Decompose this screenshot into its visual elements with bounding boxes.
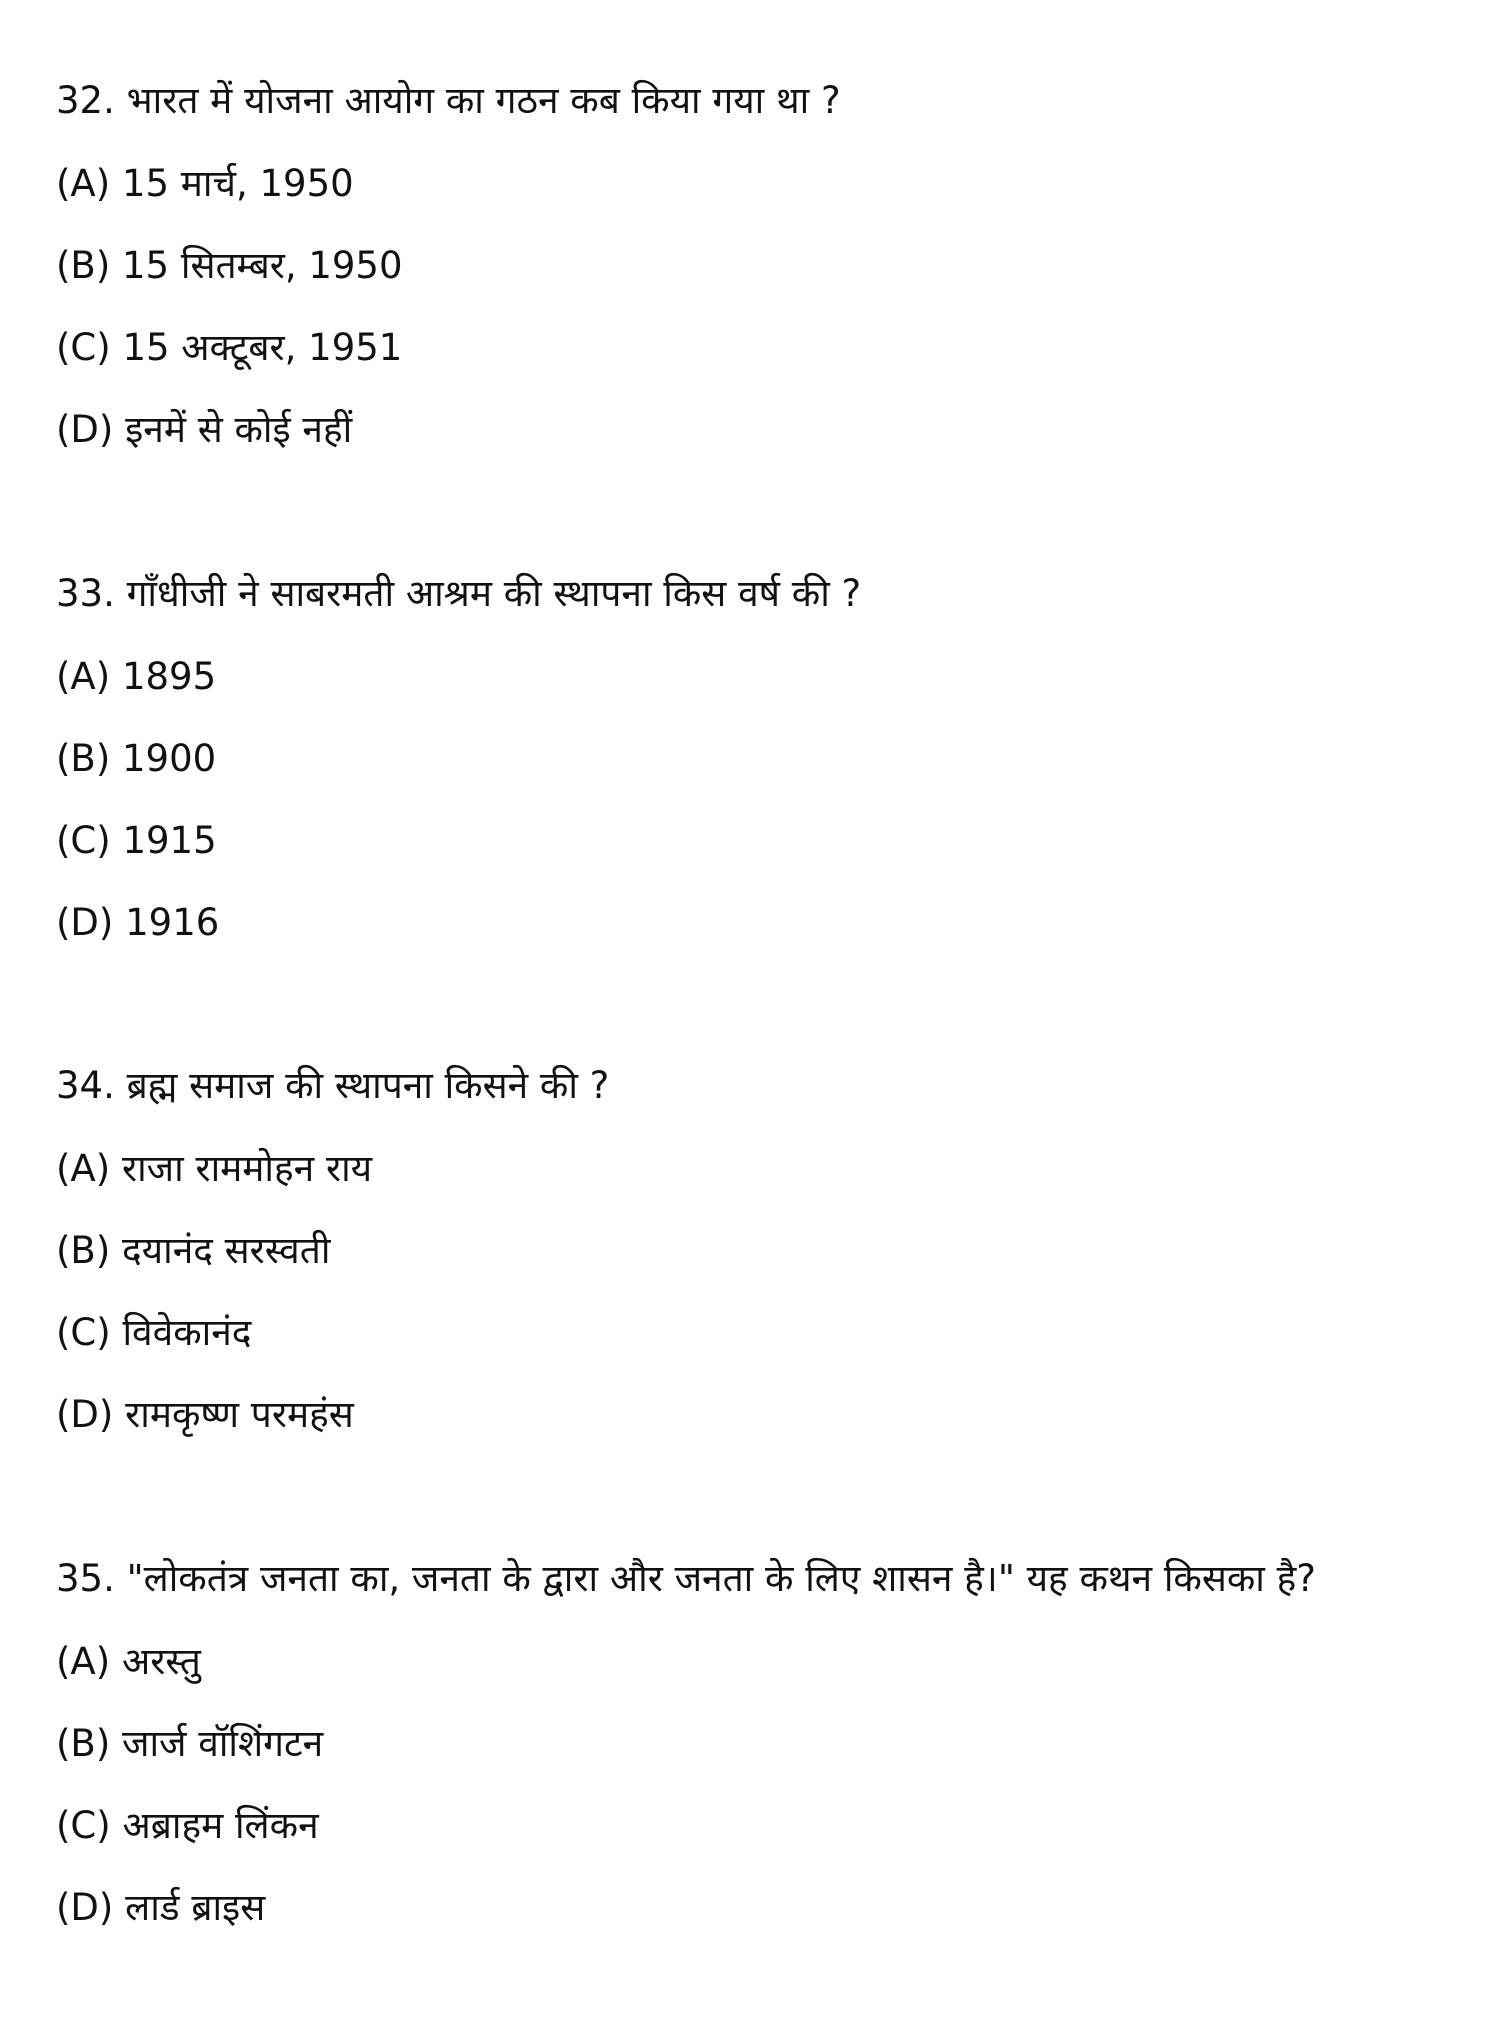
option-b: (B) 1900 — [56, 737, 217, 780]
question-35 — [56, 1547, 1456, 1949]
question-text: 35. "लोकतंत्र जनता का, जनता के द्वारा और जनता के लिए शासन है।" यह कथन किसका है? — [56, 1557, 1316, 1600]
option-c: (C) विवेकानंद — [56, 1311, 252, 1354]
option-d: (D) लार्ड ब्राइस — [56, 1886, 266, 1929]
question-text: 33. गाँधीजी ने साबरमती आश्रम की स्थापना किस वर्ष की ? — [56, 572, 862, 615]
option-b: (B) दयानंद सरस्वती — [56, 1229, 331, 1272]
option-a: (A) राजा राममोहन राय — [56, 1147, 373, 1190]
option-d: (D) इनमें से कोई नहीं — [56, 408, 353, 451]
option-a: (A) 15 मार्च, 1950 — [56, 162, 354, 205]
option-d: (D) 1916 — [56, 901, 220, 944]
question-34 — [56, 1054, 1456, 1456]
option-a: (A) अरस्तु — [56, 1640, 201, 1683]
question-text: 32. भारत में योजना आयोग का गठन कब किया गया था ? — [56, 79, 841, 122]
option-b: (B) 15 सितम्बर, 1950 — [56, 244, 403, 287]
option-c: (C) 1915 — [56, 819, 217, 862]
option-a: (A) 1895 — [56, 655, 217, 698]
option-d: (D) रामकृष्ण परमहंस — [56, 1393, 354, 1436]
question-33 — [56, 562, 1456, 964]
question-text: 34. ब्रह्म समाज की स्थापना किसने की ? — [56, 1064, 610, 1107]
option-b: (B) जार्ज वॉशिंगटन — [56, 1722, 324, 1765]
option-c: (C) अब्राहम लिंकन — [56, 1804, 319, 1847]
option-c: (C) 15 अक्टूबर, 1951 — [56, 326, 403, 369]
question-32 — [56, 69, 1456, 471]
